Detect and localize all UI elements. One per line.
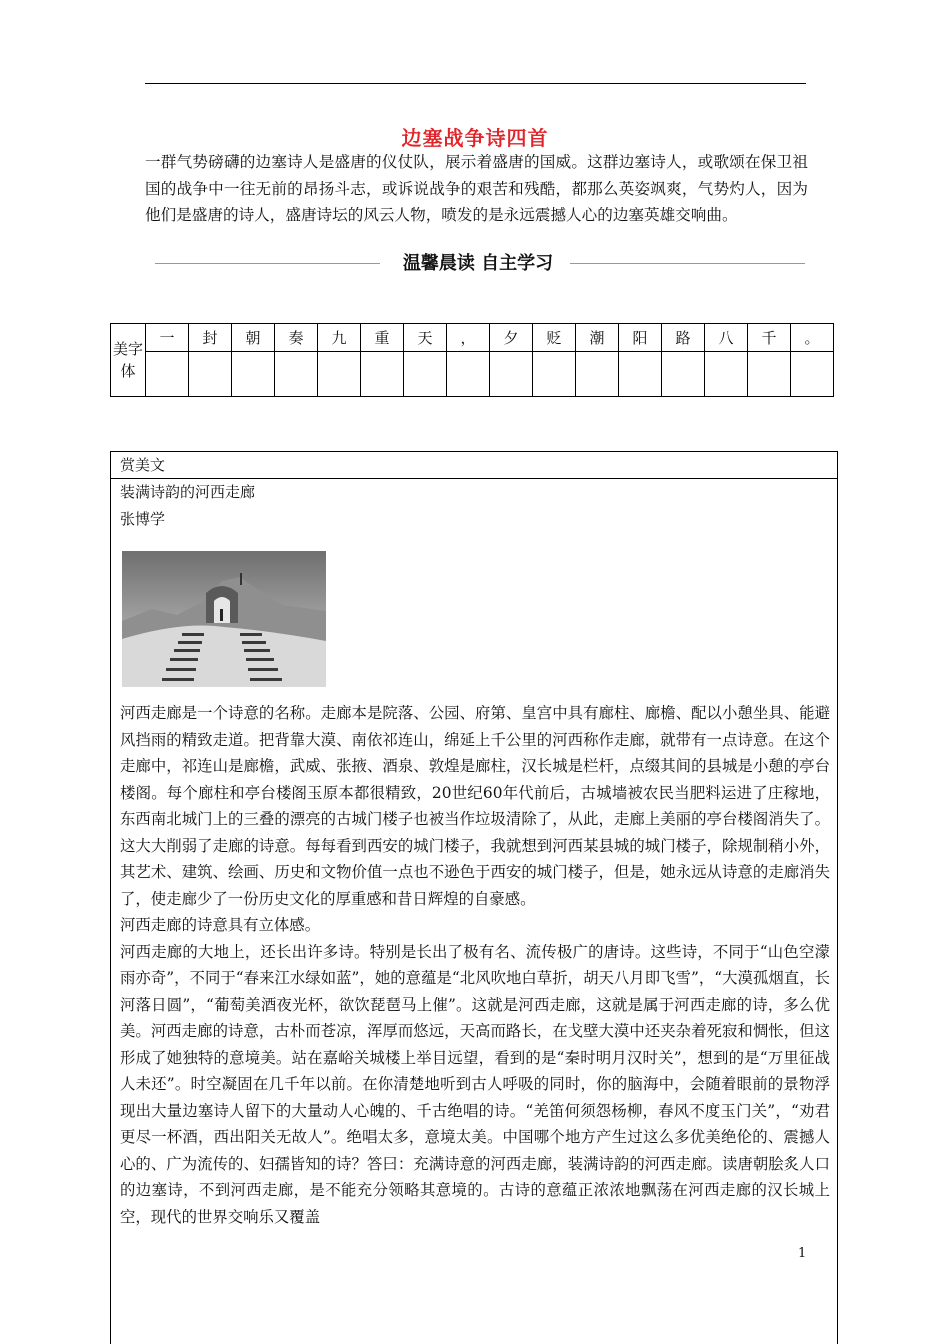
calligraphy-practice-grid: [110, 323, 834, 397]
header-rule: [145, 83, 806, 84]
grid-char: 潮: [576, 324, 619, 352]
page-title: 边塞战争诗四首: [401, 126, 549, 150]
grid-char: 封: [189, 324, 232, 352]
article-title: 装满诗韵的河西走廊: [120, 483, 256, 501]
grid-char: 路: [662, 324, 705, 352]
grid-blank-cell[interactable]: [619, 352, 662, 397]
article-paragraph: 河西走廊的大地上，还长出许多诗。特别是长出了极有名、流传极广的唐诗。这些诗，不同于“山色空濛雨亦奇”，不同于“春来江水绿如蓝”，她的意蕴是“北风吹地白草折，胡天八月即飞雪”，“大漠孤烟直，长河落日圆”，“葡萄美酒夜光杯，欲饮琵琶马上催”。这就是河西走廊，这就是属于河西走廊的诗，多么优美。河西走廊的诗意，古朴而苍凉，浑厚而悠远，天高而路长，在戈壁大漠中还夹杂着死寂和惆怅，但这形成了她独特的意境美。站在嘉峪关城楼上举目远望，看到的是“秦时明月汉时关”，想到的是“万里征战人未还”。时空凝固在几千年以前。在你清楚地听到古人呼吸的同时，你的脑海中，会随着眼前的景物浮现出大量边塞诗人留下的大量动人心魄的、千古绝唱的诗。“羌笛何须怨杨柳，春风不度玉门关”，“劝君更尽一杯酒，西出阳关无故人”。绝唱太多，意境太美。中国哪个地方产生过这么多优美绝伦的、震撼人心的、广为流传的、妇孺皆知的诗？答曰：充满诗意的河西走廊，装满诗韵的河西走廊。读唐朝脍炙人口的边塞诗，不到河西走廊，是不能充分领略其意境的。古诗的意蕴正浓浓地飘荡在河西走廊的汉长城上空，现代的世界交响乐又覆盖: [120, 942, 830, 1226]
grid-char: 奏: [275, 324, 318, 352]
grid-blank-cell[interactable]: [490, 352, 533, 397]
grid-char: 八: [705, 324, 748, 352]
article-paragraph: 河西走廊是一个诗意的名称。走廊本是院落、公园、府第、皇宫中具有廊柱、廊檐、配以小憩坐具、能避风挡雨的精致走道。把背靠大漠、南依祁连山，绵延上千公里的河西称作走廊，就带有一点诗意。在这个走廊中，祁连山是廊檐，武威、张掖、酒泉、敦煌是廊柱，汉长城是栏杆，点缀其间的县城是小憩的亭台楼阁。每个廊柱和亭台楼阁玉原本都很精致，20世纪60年代前后，古城墙被农民当肥料运进了庄稼地，东西南北城门上的三叠的漂亮的古城门楼子也被当作垃圾清除了，从此，走廊上美丽的亭台楼阁消失了。这大大削弱了走廊的诗意。每每看到西安的城门楼子，我就想到河西某县城的城门楼子，除规制稍小外，其艺术、建筑、绘画、历史和文物价值一点也不逊色于西安的城门楼子，但是，她永远从诗意的走廊消失了，使走廊少了一份历史文化的厚重感和昔日辉煌的自豪感。: [120, 704, 830, 908]
great-wall-gate-photo: [122, 551, 326, 687]
grid-char: ，: [447, 324, 490, 352]
grid-char: 阳: [619, 324, 662, 352]
appreciation-box: [110, 451, 838, 1344]
section-banner-text: 温馨晨读 自主学习: [402, 253, 554, 274]
grid-char: 重: [361, 324, 404, 352]
grid-char: 九: [318, 324, 361, 352]
grid-char: 夕: [490, 324, 533, 352]
appreciation-header: 赏美文: [111, 452, 837, 479]
grid-blank-cell[interactable]: [275, 352, 318, 397]
grid-blank-cell[interactable]: [146, 352, 189, 397]
grid-char: 千: [748, 324, 791, 352]
banner-line-left: [155, 263, 380, 264]
section-banner: [155, 249, 805, 279]
grid-blank-cell[interactable]: [748, 352, 791, 397]
grid-blank-cell[interactable]: [705, 352, 748, 397]
grid-blank-cell[interactable]: [232, 352, 275, 397]
grid-blank-cell[interactable]: [533, 352, 576, 397]
grid-char: 一: [146, 324, 189, 352]
grid-blank-cell[interactable]: [791, 352, 834, 397]
grid-label: 美字体: [111, 324, 146, 397]
banner-line-right: [570, 263, 805, 264]
grid-blank-cell[interactable]: [447, 352, 490, 397]
article-body: [120, 700, 830, 1230]
grid-blank-cell[interactable]: [662, 352, 705, 397]
article-paragraph: 河西走廊的诗意具有立体感。: [120, 916, 321, 934]
grid-char: 天: [404, 324, 447, 352]
grid-blank-cell[interactable]: [189, 352, 232, 397]
grid-blank-cell[interactable]: [318, 352, 361, 397]
grid-blank-cell[interactable]: [404, 352, 447, 397]
article-author: 张博学: [120, 510, 166, 528]
grid-char: 贬: [533, 324, 576, 352]
intro-paragraph: 一群气势磅礴的边塞诗人是盛唐的仪仗队，展示着盛唐的国威。这群边塞诗人，或歌颂在保卫祖国的战争中一往无前的昂扬斗志，或诉说战争的艰苦和残酷，都那么英姿飒爽，气势灼人，因为他们是盛唐的诗人，盛唐诗坛的风云人物，喷发的是永远震撼人心的边塞英雄交响曲。: [145, 153, 808, 224]
grid-char: 朝: [232, 324, 275, 352]
page-number: 1: [798, 1246, 807, 1261]
grid-blank-cell[interactable]: [576, 352, 619, 397]
grid-char: 。: [791, 324, 834, 352]
grid-blank-cell[interactable]: [361, 352, 404, 397]
